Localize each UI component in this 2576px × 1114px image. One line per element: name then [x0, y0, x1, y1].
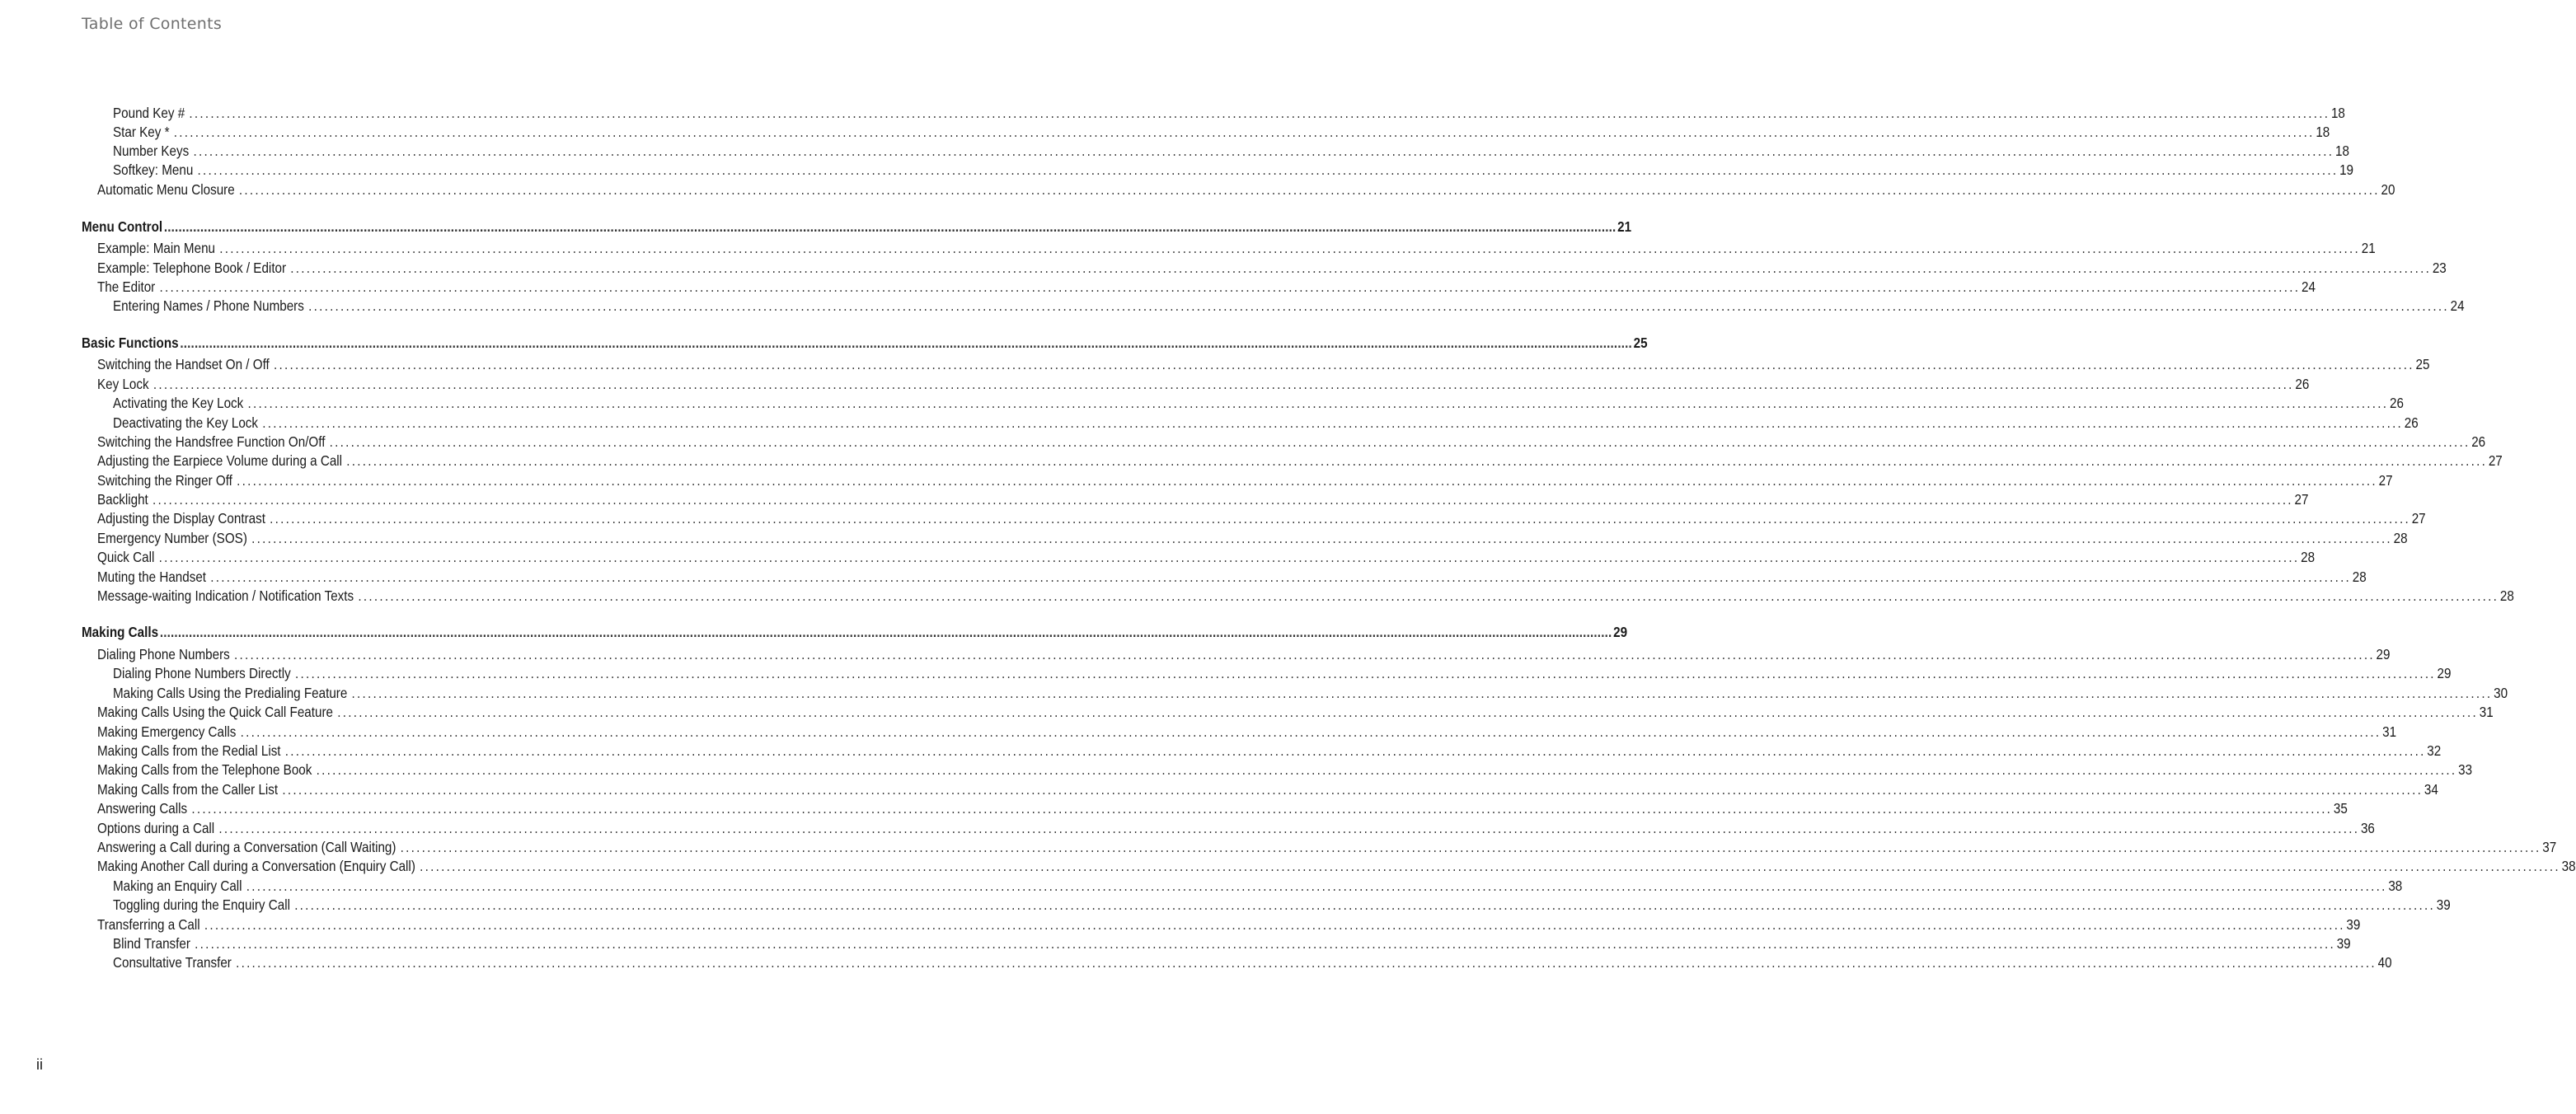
toc-entry-label: Example: Main Menu — [97, 240, 216, 256]
toc-entry[interactable] — [113, 877, 2403, 895]
toc-leader-dots: ................................................................................................................................................................................................................................................................................................................................................................................................................ — [295, 665, 2436, 681]
toc-entry[interactable] — [97, 838, 2557, 856]
toc-entry[interactable] — [97, 529, 2408, 547]
toc-entry-label: Making Calls — [82, 624, 159, 640]
toc-entry-label: Dialing Phone Numbers — [97, 646, 230, 662]
toc-entry-label: Toggling during the Enquiry Call — [113, 896, 290, 913]
toc-leader-dots: ................................................................................................................................................................................................................................................................................................................................................................................................................ — [234, 646, 2375, 662]
toc-entry-label: Making Calls Using the Quick Call Feature — [97, 704, 334, 720]
toc-entry-page: 27 — [2488, 452, 2503, 469]
toc-entry-label: Example: Telephone Book / Editor — [97, 260, 287, 276]
toc-entry-label: Making Calls Using the Predialing Feature — [113, 685, 348, 701]
toc-entry-label: Quick Call — [97, 549, 155, 565]
toc-leader-dots: ................................................................................................................................................................................................................................................................................................................................................................................................................ — [204, 916, 2345, 933]
toc-entry-label: Transferring a Call — [97, 916, 200, 933]
toc-entry[interactable] — [97, 452, 2503, 470]
toc-leader-dots: ................................................................................................................................................................................................................................................................................................................................................................................................................ — [197, 161, 2339, 178]
toc-entry[interactable] — [113, 953, 2392, 971]
toc-entry[interactable] — [97, 471, 2393, 489]
toc-entry[interactable] — [97, 587, 2514, 605]
toc-entry[interactable] — [113, 896, 2451, 914]
toc-entry-page: 40 — [2377, 954, 2392, 971]
toc-leader-dots: ................................................................................................................................................................................................................................................................................................................................................................................................................ — [195, 935, 2335, 952]
toc-entry-label: Backlight — [97, 491, 148, 508]
toc-entry-page: 28 — [2393, 530, 2408, 546]
toc-entry-label: Entering Names / Phone Numbers — [113, 297, 304, 314]
toc-leader-dots: ................................................................................................................................................................................................................................................................................................................................................................................................................ — [219, 240, 2361, 256]
toc-leader-dots: ................................................................................................................................................................................................................................................................................................................................................................................................................ — [294, 896, 2435, 913]
toc-entry-page: 38 — [2388, 878, 2403, 894]
toc-entry-page: 38 — [2561, 858, 2576, 874]
toc-leader-dots: ................................................................................................................................................................................................................................................................................................................................................................................................................ — [237, 472, 2377, 489]
toc-entry-page: 21 — [2361, 240, 2376, 256]
toc-entry-label: Emergency Number (SOS) — [97, 530, 247, 546]
toc-entry[interactable] — [97, 568, 2367, 586]
toc-leader-dots: ................................................................................................................................................................................................................................................................................................................................................................................................................ — [247, 395, 2389, 411]
toc-entry-page: 24 — [2450, 297, 2465, 314]
toc-entry[interactable] — [97, 915, 2361, 934]
toc-entry-label: Answering a Call during a Conversation (Call Waiting) — [97, 839, 396, 855]
toc-leader-dots: ................................................................................................................................................................................................................................................................................................................................................................................................................ — [159, 278, 2301, 295]
toc-entry[interactable] — [97, 490, 2309, 508]
toc-entry[interactable] — [97, 548, 2316, 566]
toc-leader-dots: ................................................................................................................................................................................................................................................................................................................................................................................................................ — [210, 569, 2352, 585]
page-header-title: Table of Contents — [82, 15, 223, 33]
toc-leader-dots: ................................................................................................................................................................................................................................................................................................................................................................................................................ — [238, 181, 2380, 198]
toc-leader-dots: ................................................................................................................................................................................................................................................................................................................................................................................................................ — [308, 297, 2449, 314]
toc-entry-label: Star Key * — [113, 124, 170, 140]
toc-leader-dots: ................................................................................................................................................................................................................................................................................................................................................................................................................ — [240, 723, 2381, 740]
toc-entry-page: 18 — [2316, 124, 2330, 140]
toc-entry[interactable] — [97, 645, 2391, 663]
toc-entry[interactable] — [113, 297, 2465, 315]
toc-section-heading[interactable] — [82, 623, 1628, 641]
toc-entry-page: 26 — [2295, 376, 2310, 392]
toc-entry-label: Making Calls from the Telephone Book — [97, 761, 312, 778]
toc-section-heading[interactable] — [82, 218, 1632, 236]
toc-entry-page: 37 — [2542, 839, 2557, 855]
toc-entry-label: Deactivating the Key Lock — [113, 414, 259, 431]
toc-entry-label: Making Calls from the Caller List — [97, 781, 279, 798]
toc-leader-dots: ................................................................................................................................................................................................................................................................................................................................................................................................................ — [420, 858, 2560, 874]
toc-entry-page: 27 — [2411, 510, 2426, 527]
toc-entry[interactable] — [97, 259, 2447, 277]
toc-entry[interactable] — [97, 375, 2310, 393]
toc-entry[interactable] — [97, 799, 2348, 817]
toc-entry[interactable] — [97, 355, 2430, 373]
toc-entry-page: 26 — [2404, 414, 2419, 431]
toc-entry[interactable] — [97, 723, 2397, 741]
toc-entry-label: Switching the Handset On / Off — [97, 356, 270, 372]
toc-entry-page: 18 — [2334, 143, 2349, 159]
toc-entry-page: 31 — [2479, 704, 2494, 720]
toc-entry-label: The Editor — [97, 278, 156, 295]
toc-leader-dots: ................................................................................................................................................................................................................................................................................................................................................................................................................ — [158, 549, 2300, 565]
toc-entry-page: 26 — [2390, 395, 2404, 411]
toc-entry-page: 28 — [2301, 549, 2316, 565]
toc-entry-label: Answering Calls — [97, 800, 188, 817]
toc-entry-label: Consultative Transfer — [113, 954, 232, 971]
toc-leader-dots: ................................................................................................................................................................................................................................................................................................................................................................................................................ — [159, 624, 1612, 640]
toc-entry-page: 32 — [2427, 742, 2442, 759]
toc-leader-dots: ................................................................................................................................................................................................................................................................................................................................................................................................................ — [189, 105, 2330, 121]
toc-leader-dots: ................................................................................................................................................................................................................................................................................................................................................................................................................ — [282, 781, 2424, 798]
toc-entry-page: 19 — [2339, 161, 2354, 178]
toc-entry-label: Basic Functions — [82, 335, 179, 351]
toc-leader-dots: ................................................................................................................................................................................................................................................................................................................................................................................................................ — [246, 878, 2387, 894]
toc-entry-page: 39 — [2336, 935, 2351, 952]
toc-entry-label: Menu Control — [82, 218, 163, 235]
toc-entry-label: Making an Enquiry Call — [113, 878, 242, 894]
toc-entry[interactable] — [97, 703, 2494, 721]
toc-entry-label: Muting the Handset — [97, 569, 207, 585]
toc-entry-page: 24 — [2301, 278, 2316, 295]
toc-entry[interactable] — [97, 180, 2395, 199]
toc-entry-page: 27 — [2294, 491, 2309, 508]
toc-leader-dots: ................................................................................................................................................................................................................................................................................................................................................................................................................ — [290, 260, 2432, 276]
toc-entry[interactable] — [97, 509, 2426, 527]
toc-entry-page: 29 — [2437, 665, 2452, 681]
toc-entry-page: 31 — [2382, 723, 2397, 740]
toc-entry[interactable] — [113, 104, 2345, 122]
toc-entry-page: 25 — [2415, 356, 2430, 372]
toc-entry-label: Activating the Key Lock — [113, 395, 244, 411]
toc-entry-page: 29 — [2376, 646, 2391, 662]
toc-section-heading[interactable] — [82, 334, 1648, 352]
toc-entry-page: 18 — [2330, 105, 2345, 121]
toc-entry-label: Pound Key # — [113, 105, 185, 121]
toc-entry-label: Switching the Ringer Off — [97, 472, 232, 489]
toc-entry[interactable] — [113, 934, 2351, 953]
toc-entry-page: 33 — [2458, 761, 2473, 778]
toc-entry-page: 39 — [2346, 916, 2361, 933]
toc-entry-page: 39 — [2436, 896, 2451, 913]
toc-leader-dots: ................................................................................................................................................................................................................................................................................................................................................................................................................ — [163, 218, 1616, 235]
toc-entry[interactable] — [97, 239, 2376, 257]
toc-entry[interactable] — [113, 142, 2349, 160]
toc-leader-dots: ................................................................................................................................................................................................................................................................................................................................................................................................................ — [400, 839, 2541, 855]
toc-entry-label: Options during a Call — [97, 820, 215, 836]
toc-entry[interactable] — [97, 742, 2442, 760]
toc-entry-label: Automatic Menu Closure — [97, 181, 235, 198]
toc-entry[interactable] — [113, 123, 2330, 141]
toc-entry-label: Dialing Phone Numbers Directly — [113, 665, 291, 681]
toc-entry-page: 28 — [2499, 587, 2514, 604]
toc-leader-dots: ................................................................................................................................................................................................................................................................................................................................................................................................................ — [193, 143, 2334, 159]
toc-entry-page: 21 — [1617, 218, 1632, 235]
toc-leader-dots: ................................................................................................................................................................................................................................................................................................................................................................................................................ — [236, 954, 2377, 971]
toc-entry[interactable] — [97, 761, 2473, 779]
toc-entry-label: Adjusting the Earpiece Volume during a Call — [97, 452, 343, 469]
toc-leader-dots: ................................................................................................................................................................................................................................................................................................................................................................................................................ — [358, 587, 2499, 604]
toc-leader-dots: ................................................................................................................................................................................................................................................................................................................................................................................................................ — [329, 433, 2470, 450]
toc-entry[interactable] — [113, 684, 2508, 702]
toc-entry-page: 29 — [1613, 624, 1628, 640]
toc-entry-page: 20 — [2381, 181, 2395, 198]
toc-entry-page: 34 — [2424, 781, 2438, 798]
toc-entry-label: Message-waiting Indication / Notification Texts — [97, 587, 354, 604]
toc-leader-dots: ................................................................................................................................................................................................................................................................................................................................................................................................................ — [346, 452, 2488, 469]
toc-entry[interactable] — [97, 857, 2576, 875]
toc-leader-dots: ................................................................................................................................................................................................................................................................................................................................................................................................................ — [351, 685, 2493, 701]
toc-entry-page: 23 — [2432, 260, 2447, 276]
toc-leader-dots: ................................................................................................................................................................................................................................................................................................................................................................................................................ — [270, 510, 2410, 527]
toc-entry-page: 26 — [2471, 433, 2486, 450]
toc-entry-label: Making Emergency Calls — [97, 723, 237, 740]
toc-leader-dots: ................................................................................................................................................................................................................................................................................................................................................................................................................ — [152, 491, 2293, 508]
toc-entry-label: Making Calls from the Redial List — [97, 742, 281, 759]
toc-leader-dots: ................................................................................................................................................................................................................................................................................................................................................................................................................ — [337, 704, 2479, 720]
toc-entry-page: 27 — [2378, 472, 2393, 489]
toc-entry[interactable] — [97, 819, 2375, 837]
toc-entry-label: Key Lock — [97, 376, 149, 392]
toc-leader-dots: ................................................................................................................................................................................................................................................................................................................................................................................................................ — [251, 530, 2392, 546]
toc-entry-page: 30 — [2494, 685, 2508, 701]
toc-entry-page: 35 — [2333, 800, 2348, 817]
toc-leader-dots: ................................................................................................................................................................................................................................................................................................................................................................................................................ — [173, 124, 2315, 140]
toc-entry[interactable] — [97, 433, 2486, 451]
toc-leader-dots: ................................................................................................................................................................................................................................................................................................................................................................................................................ — [284, 742, 2426, 759]
toc-entry-label: Number Keys — [113, 143, 190, 159]
toc-leader-dots: ................................................................................................................................................................................................................................................................................................................................................................................................................ — [218, 820, 2360, 836]
toc-leader-dots: ................................................................................................................................................................................................................................................................................................................................................................................................................ — [152, 376, 2294, 392]
toc-entry[interactable] — [113, 161, 2354, 179]
toc-leader-dots: ................................................................................................................................................................................................................................................................................................................................................................................................................ — [180, 335, 1632, 351]
toc-entry[interactable] — [97, 278, 2316, 296]
toc-entry-label: Switching the Handsfree Function On/Off — [97, 433, 326, 450]
toc-entry[interactable] — [97, 780, 2438, 798]
toc-entry-page: 36 — [2360, 820, 2375, 836]
toc-leader-dots: ................................................................................................................................................................................................................................................................................................................................................................................................................ — [262, 414, 2404, 431]
toc-entry-page: 28 — [2352, 569, 2367, 585]
toc-entry-label: Blind Transfer — [113, 935, 190, 952]
toc-entry-label: Adjusting the Display Contrast — [97, 510, 265, 527]
toc-entry[interactable] — [113, 664, 2452, 682]
toc-leader-dots: ................................................................................................................................................................................................................................................................................................................................................................................................................ — [191, 800, 2333, 817]
toc-entry[interactable] — [113, 414, 2419, 432]
toc-leader-dots: ................................................................................................................................................................................................................................................................................................................................................................................................................ — [316, 761, 2457, 778]
toc-leader-dots: ................................................................................................................................................................................................................................................................................................................................................................................................................ — [273, 356, 2414, 372]
toc-entry-label: Making Another Call during a Conversation (Enquiry Call) — [97, 858, 415, 874]
toc-entry-label: Softkey: Menu — [113, 161, 194, 178]
toc-entry[interactable] — [113, 394, 2404, 412]
page-number: ii — [36, 1056, 43, 1073]
toc-entry-page: 25 — [1633, 335, 1648, 351]
